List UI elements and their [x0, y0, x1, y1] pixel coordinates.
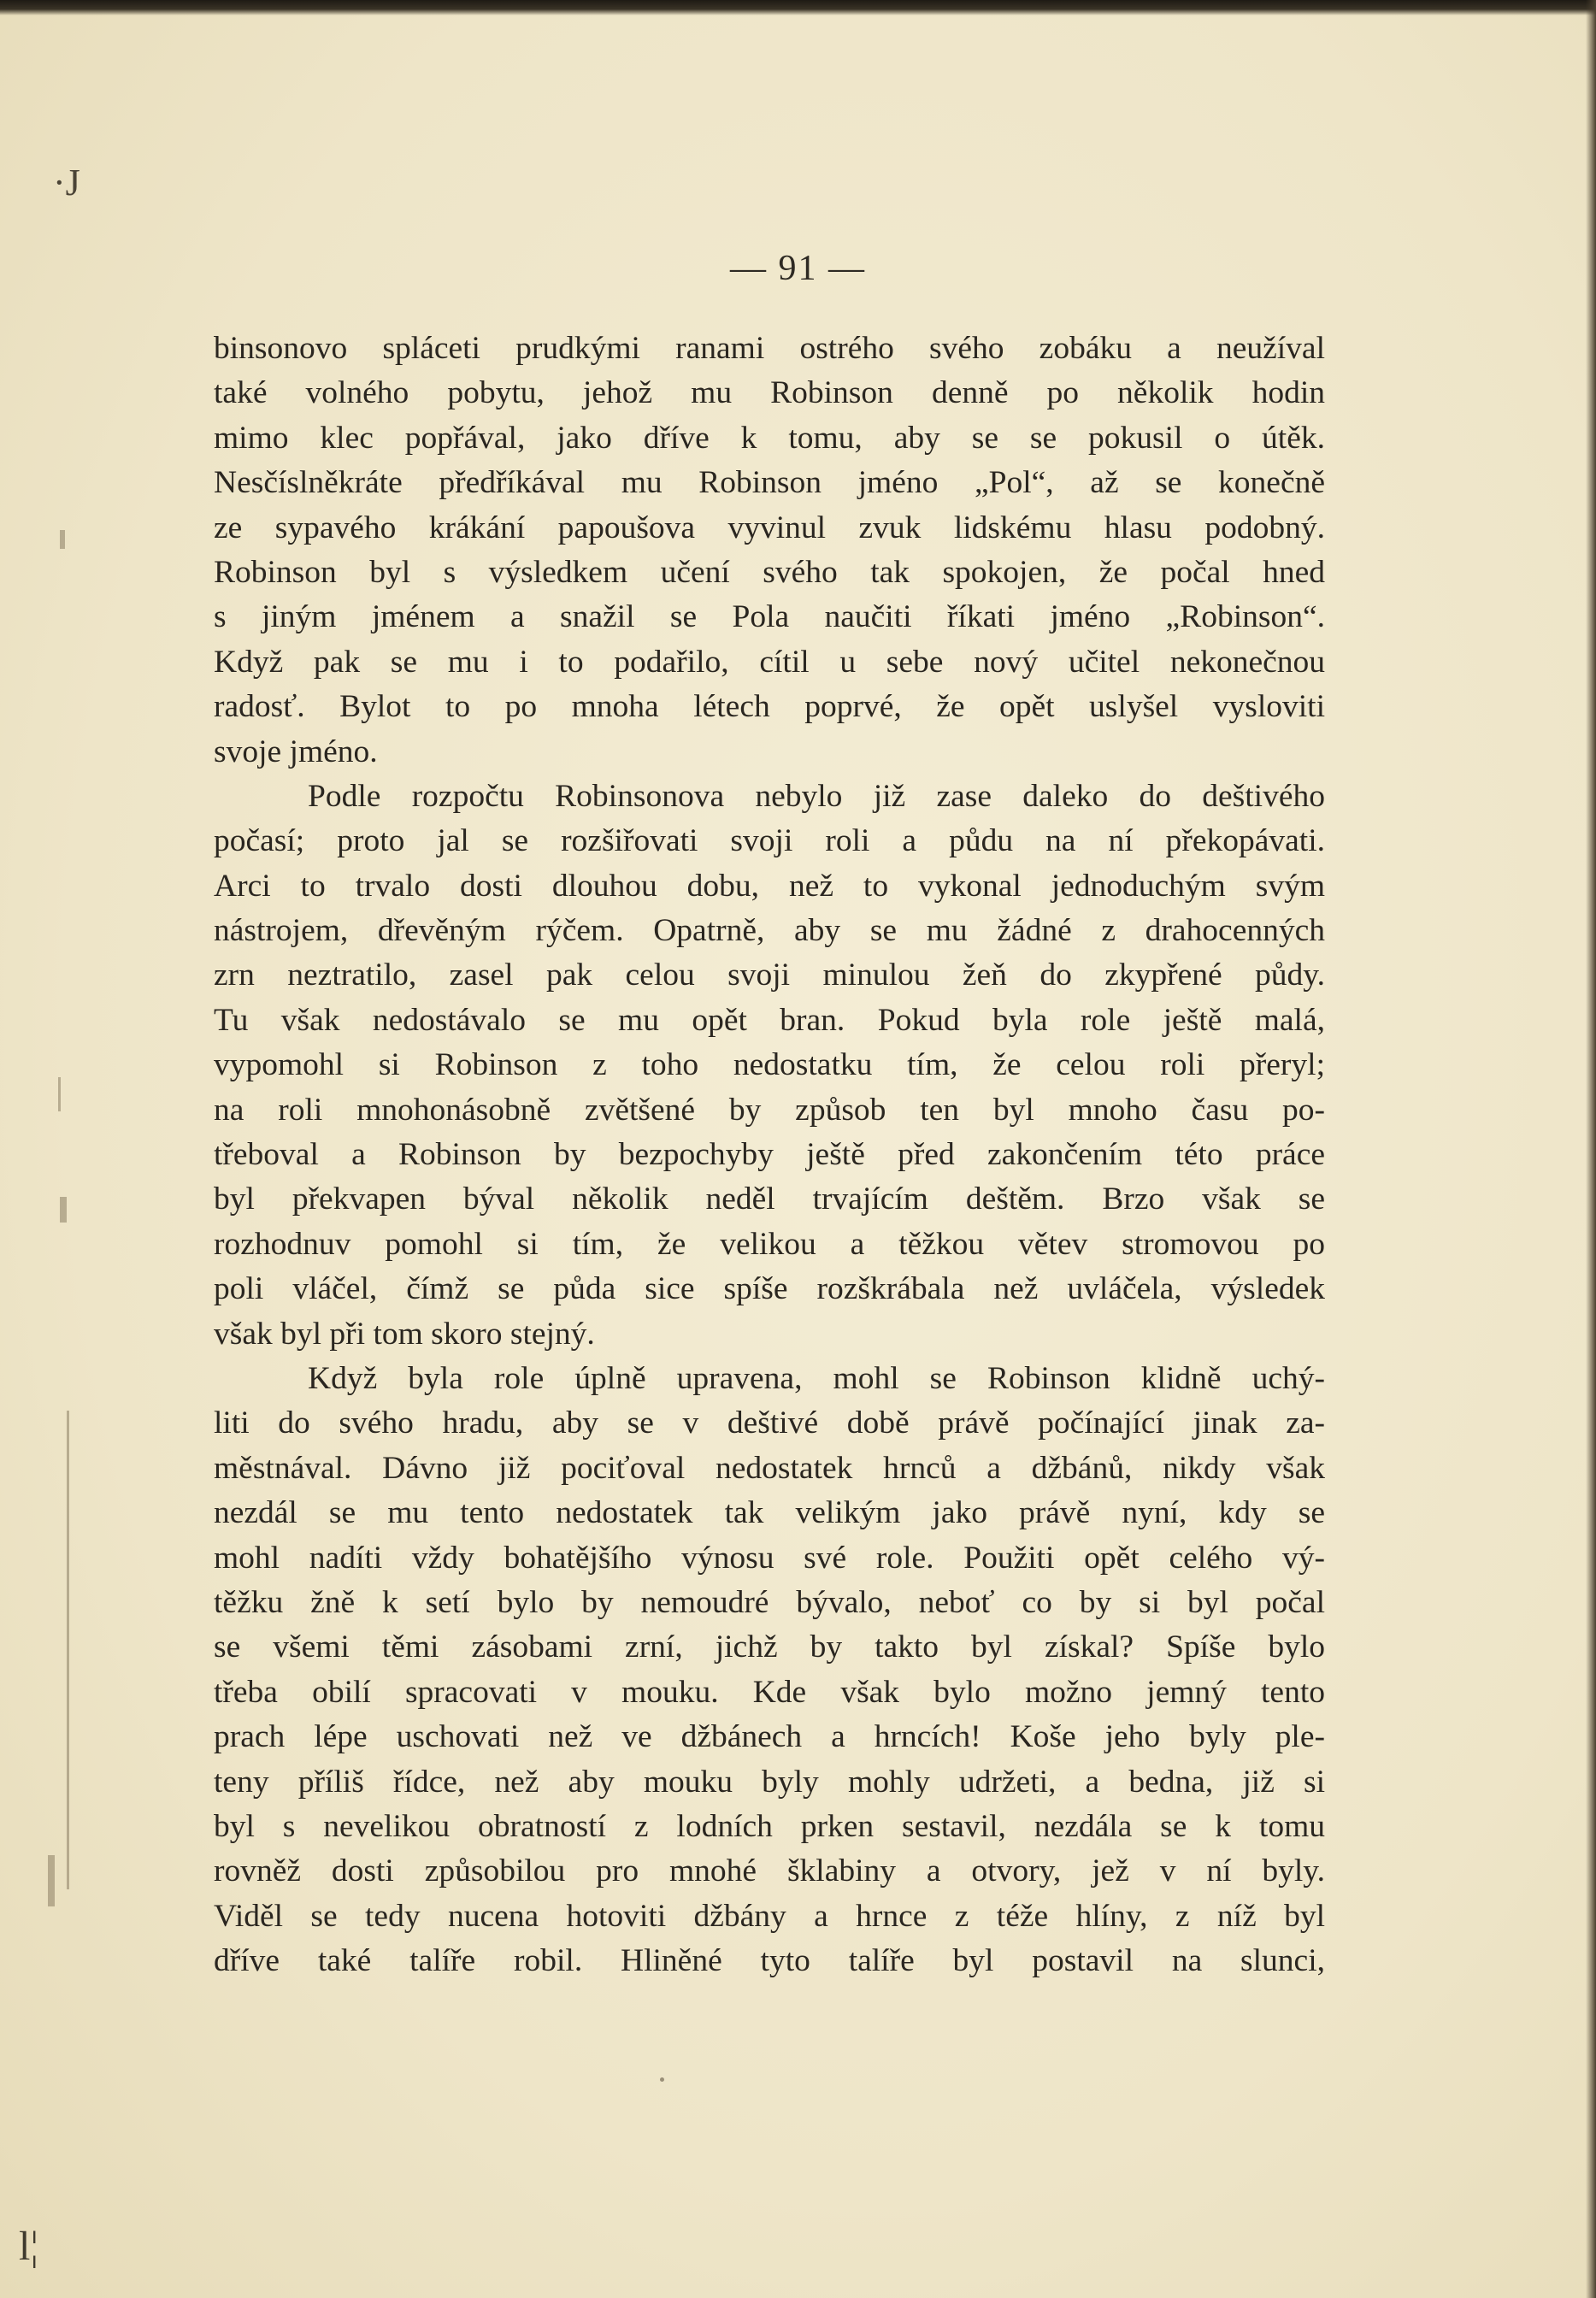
page-top-shadow	[0, 0, 1596, 15]
paragraph	[214, 1357, 1325, 1983]
text-line: vypomohl si Robinson z toho nedostatku tím, že celou roli přeryl;	[214, 1047, 1325, 1083]
page-number: — 91 —	[730, 249, 866, 288]
text-line: třeba obilí spracovati v mouku. Kde však bylo možno jemný tento	[214, 1674, 1325, 1710]
margin-mark	[48, 1855, 55, 1906]
text-line: Nesčíslněkráte předříkával mu Robinson jméno „Pol“, až se konečně	[214, 465, 1325, 501]
body-text	[214, 327, 1325, 1983]
text-line: radosť. Bylot to po mnoha létech poprvé, že opět uslyšel vysloviti	[214, 689, 1325, 725]
text-line: byl s nevelikou obratností z lodních prken sestavil, nezdála se k tomu	[214, 1808, 1325, 1844]
text-line: Když pak se mu i to podařilo, cítil u sebe nový učitel nekonečnou	[214, 644, 1325, 680]
margin-ink-mark: ·J	[53, 162, 80, 203]
text-line: počasí; proto jal se rozšiřovati svoji roli a půdu na ní překopávati.	[214, 823, 1325, 859]
text-line: také volného pobytu, jehož mu Robinson denně po několik hodin	[214, 375, 1325, 411]
text-line: Když byla role úplně upravena, mohl se Robinson klidně uchý-	[308, 1360, 1325, 1396]
text-line: těžku žně k setí bylo by nemoudré bývalo, neboť co by si byl počal	[214, 1584, 1325, 1620]
bottom-margin-mark: l¦	[19, 2224, 38, 2269]
paragraph	[214, 775, 1325, 1357]
text-line: prach lépe uschovati než ve džbánech a hrncích! Koše jeho byly ple-	[214, 1719, 1325, 1755]
text-line: zrn neztratilo, zasel pak celou svoji minulou žeň do zkypřené půdy.	[214, 958, 1325, 993]
text-line: Arci to trvalo dosti dlouhou dobu, než to vykonal jednoduchým svým	[214, 868, 1325, 904]
text-line: s jiným jménem a snažil se Pola naučiti říkati jméno „Robinson“.	[214, 599, 1325, 635]
text-line: třeboval a Robinson by bezpochyby ještě před zakončením této práce	[214, 1137, 1325, 1173]
page-right-shadow	[1586, 0, 1596, 2298]
text-line: Podle rozpočtu Robinsonova nebylo již zase daleko do deštivého	[308, 778, 1325, 814]
text-line: rozhodnuv pomohl si tím, že velikou a těžkou větev stromovou po	[214, 1226, 1325, 1262]
text-line: poli vláčel, čímž se půda sice spíše rozškrábala než uvláčela, výsledek	[214, 1271, 1325, 1307]
text-line: se všemi těmi zásobami zrní, jichž by takto byl získal? Spíše bylo	[214, 1629, 1325, 1665]
text-line: binsonovo spláceti prudkými ranami ostrého svého zobáku a neužíval	[214, 331, 1325, 366]
margin-mark	[67, 1411, 69, 1889]
text-line: rovněž dosti způsobilou pro mnohé šklabiny a otvory, jež v ní byly.	[214, 1853, 1325, 1889]
margin-mark	[58, 1077, 61, 1111]
text-line: Tu však nedostávalo se mu opět bran. Pokud byla role ještě malá,	[214, 1002, 1325, 1038]
text-line: nezdál se mu tento nedostatek tak velikým jako právě nyní, kdy se	[214, 1495, 1325, 1531]
text-line: Robinson byl s výsledkem učení svého tak spokojen, že počal hned	[214, 554, 1325, 590]
paragraph	[214, 327, 1325, 775]
text-line: však byl při tom skoro stejný.	[214, 1316, 595, 1352]
text-line: nástrojem, dřevěným rýčem. Opatrně, aby se mu žádné z drahocenných	[214, 913, 1325, 949]
margin-mark	[60, 530, 65, 549]
text-line: svoje jméno.	[214, 734, 378, 769]
text-line: byl překvapen býval několik neděl trvajícím deštěm. Brzo však se	[214, 1181, 1325, 1217]
text-line: ze sypavého krákání papoušova vyvinul zvuk lidskému hlasu podobný.	[214, 510, 1325, 545]
text-line: městnával. Dávno již pociťoval nedostatek hrnců a džbánů, nikdy však	[214, 1450, 1325, 1486]
text-line: mohl nadíti vždy bohatějšího výnosu své role. Použiti opět celého vý-	[214, 1540, 1325, 1576]
text-line: teny příliš řídce, než aby mouku byly mohly udržeti, a bedna, již si	[214, 1764, 1325, 1800]
paper-speck	[660, 2077, 664, 2082]
text-line: Viděl se tedy nucena hotoviti džbány a hrnce z téže hlíny, z níž byl	[214, 1898, 1325, 1934]
margin-mark	[60, 1197, 67, 1223]
text-line: liti do svého hradu, aby se v deštivé době právě počínající jinak za-	[214, 1405, 1325, 1441]
text-line: dříve také talíře robil. Hliněné tyto talíře byl postavil na slunci,	[214, 1943, 1325, 1979]
text-line: na roli mnohonásobně zvětšené by způsob ten byl mnoho času po-	[214, 1092, 1325, 1128]
text-line: mimo klec popřával, jako dříve k tomu, aby se se pokusil o útěk.	[214, 420, 1325, 456]
